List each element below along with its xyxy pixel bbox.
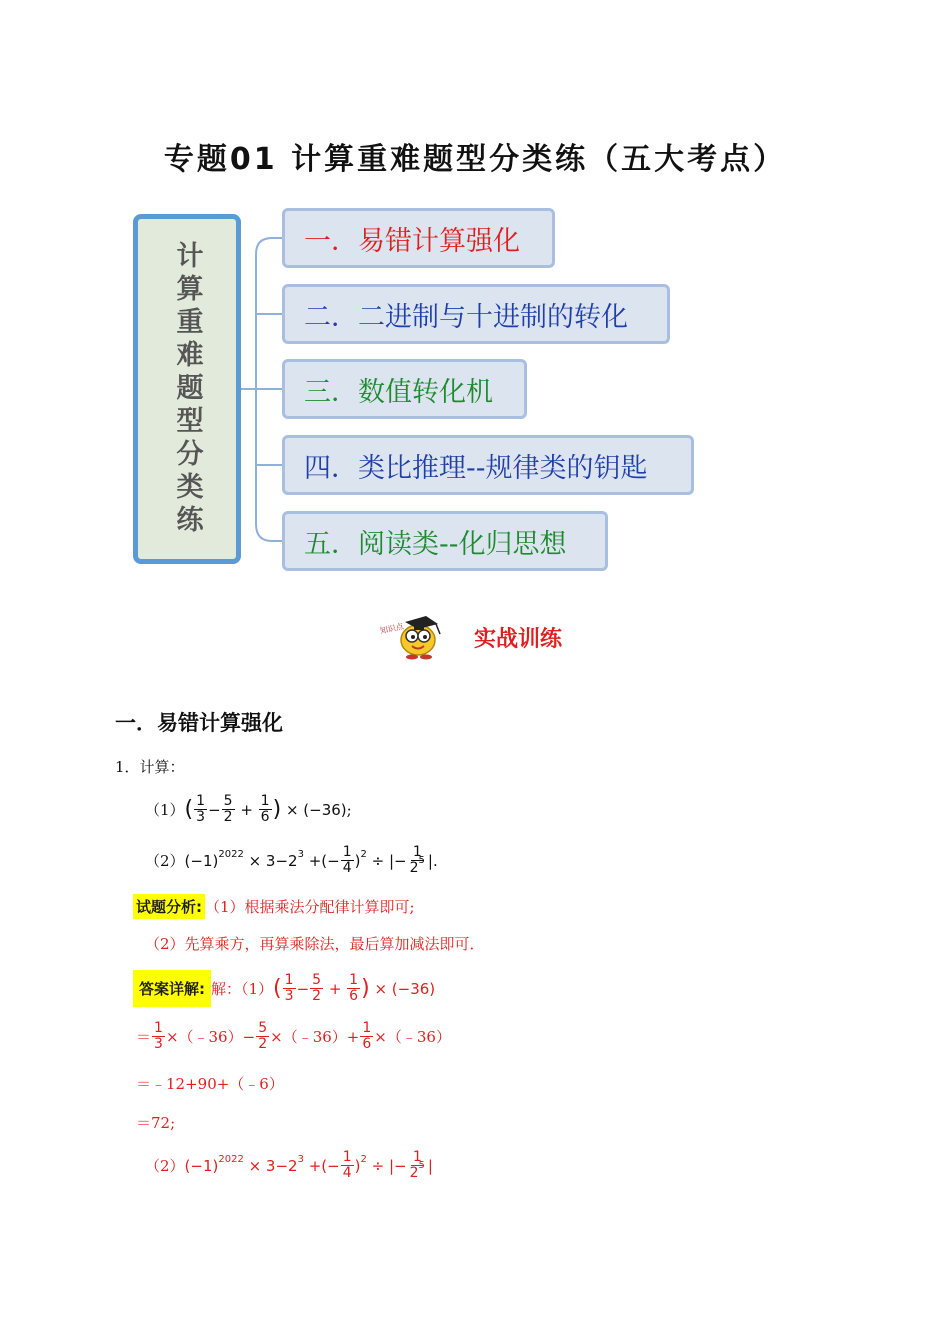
- math-symbol: ＝: [136, 1028, 152, 1046]
- math-symbol: +: [324, 979, 347, 998]
- answer-term: （﹣36）: [386, 1028, 451, 1046]
- fraction: $\frac{1}{4}$: [342, 1149, 352, 1181]
- answer-part-2: [145, 1150, 433, 1181]
- math-symbol: (: [184, 796, 194, 822]
- math-expression: |: [427, 1156, 433, 1175]
- fraction: $\frac{1}{3}$: [154, 1020, 163, 1052]
- math-expression: )$^2$ ÷ |−: [354, 1153, 407, 1175]
- fraction: $\frac{1}{2^5}$: [409, 1149, 425, 1181]
- math-symbol: ): [272, 796, 282, 822]
- part-label: （1）: [145, 801, 185, 819]
- fraction: $\frac{1}{3}$: [284, 972, 294, 1004]
- math-symbol: −: [296, 979, 310, 998]
- mindmap-branch-label: 三．数值转化机: [304, 376, 493, 408]
- math-symbol: (: [273, 975, 282, 1001]
- answer-step-3: ＝72;: [136, 1114, 176, 1132]
- math-expression: $(-1)^{2022} \times 3-2^3$ +(−: [184, 1153, 340, 1175]
- fraction: $\frac{1}{6}$: [349, 972, 359, 1004]
- answer-step-2: ＝﹣12+90+（﹣6）: [136, 1075, 284, 1093]
- fraction: $\frac{1}{3}$: [196, 793, 206, 825]
- page-title: 专题01 计算重难题型分类练（五大考点）: [163, 142, 787, 177]
- fraction: $\frac{1}{2^5}$: [409, 844, 425, 876]
- part-label: （2）: [145, 852, 185, 870]
- answer-term: （﹣36）: [178, 1028, 243, 1046]
- fraction: $\frac{1}{6}$: [260, 793, 270, 825]
- math-expression: $(-1)^{2022} \times 3-2^3$ +(−: [184, 848, 340, 870]
- punctuation: ;: [346, 800, 352, 819]
- section-heading: 一．易错计算强化: [115, 711, 283, 735]
- mindmap-branch-label: 二．二进制与十进制的转化: [304, 301, 628, 333]
- fraction: $\frac{5}{2}$: [223, 793, 233, 825]
- math-symbol: +: [235, 800, 258, 819]
- question-label: 1．计算：: [115, 758, 185, 776]
- mindmap-branch-label: 一．易错计算强化: [304, 225, 520, 257]
- banner-label: 实战训练: [474, 627, 563, 652]
- mindmap-root-label: 计算重难题型分类练: [171, 240, 203, 538]
- answer-text: 解：（1）: [211, 980, 274, 998]
- mindmap-branch-4: [282, 435, 694, 495]
- mindmap-branch-2: [282, 284, 670, 344]
- math-expression: |.: [427, 851, 438, 870]
- part-label: （2）: [145, 1157, 185, 1175]
- math-expression: × (−36): [369, 979, 436, 998]
- analysis-text: （1）根据乘法分配律计算即可;: [205, 898, 415, 916]
- fraction: $\frac{5}{2}$: [258, 1020, 268, 1052]
- math-symbol: ×: [165, 1027, 179, 1046]
- analysis-line-1: [133, 894, 415, 919]
- math-symbol: ): [361, 975, 370, 1001]
- analysis-line-2: （2）先算乘方，再算乘除法，最后算加减法即可．: [145, 935, 485, 953]
- answer-line-1: [133, 970, 435, 1007]
- question-part-2: [145, 845, 438, 876]
- mindmap-branch-5: [282, 511, 608, 571]
- math-symbol: −: [242, 1027, 256, 1046]
- answer-step-1: [136, 1021, 451, 1052]
- math-symbol: ×: [270, 1027, 283, 1046]
- question-part-1: [145, 794, 352, 825]
- analysis-tag: 试题分析:: [133, 894, 205, 919]
- mindmap-branch-label: 五．阅读类--化归思想: [304, 528, 567, 560]
- mascot-caption: 知识点: [379, 621, 405, 636]
- answer-tag: 答案详解:: [133, 970, 211, 1007]
- mindmap-branch-3: [282, 359, 527, 419]
- math-symbol: +: [346, 1027, 360, 1046]
- math-symbol: ×: [374, 1027, 387, 1046]
- answer-term: （﹣36）: [282, 1028, 347, 1046]
- math-expression: )$^2$ ÷ |−: [354, 848, 407, 870]
- fraction: $\frac{1}{6}$: [362, 1020, 372, 1052]
- mascot-icon: [378, 612, 448, 660]
- math-expression: × (−36): [281, 800, 347, 819]
- math-symbol: −: [208, 800, 221, 819]
- mindmap-branch-label: 四．类比推理--规律类的钥匙: [304, 452, 648, 484]
- mindmap-branch-1: [282, 208, 555, 268]
- fraction: $\frac{5}{2}$: [312, 972, 322, 1004]
- mindmap-root: [133, 214, 241, 564]
- fraction: $\frac{1}{4}$: [342, 844, 352, 876]
